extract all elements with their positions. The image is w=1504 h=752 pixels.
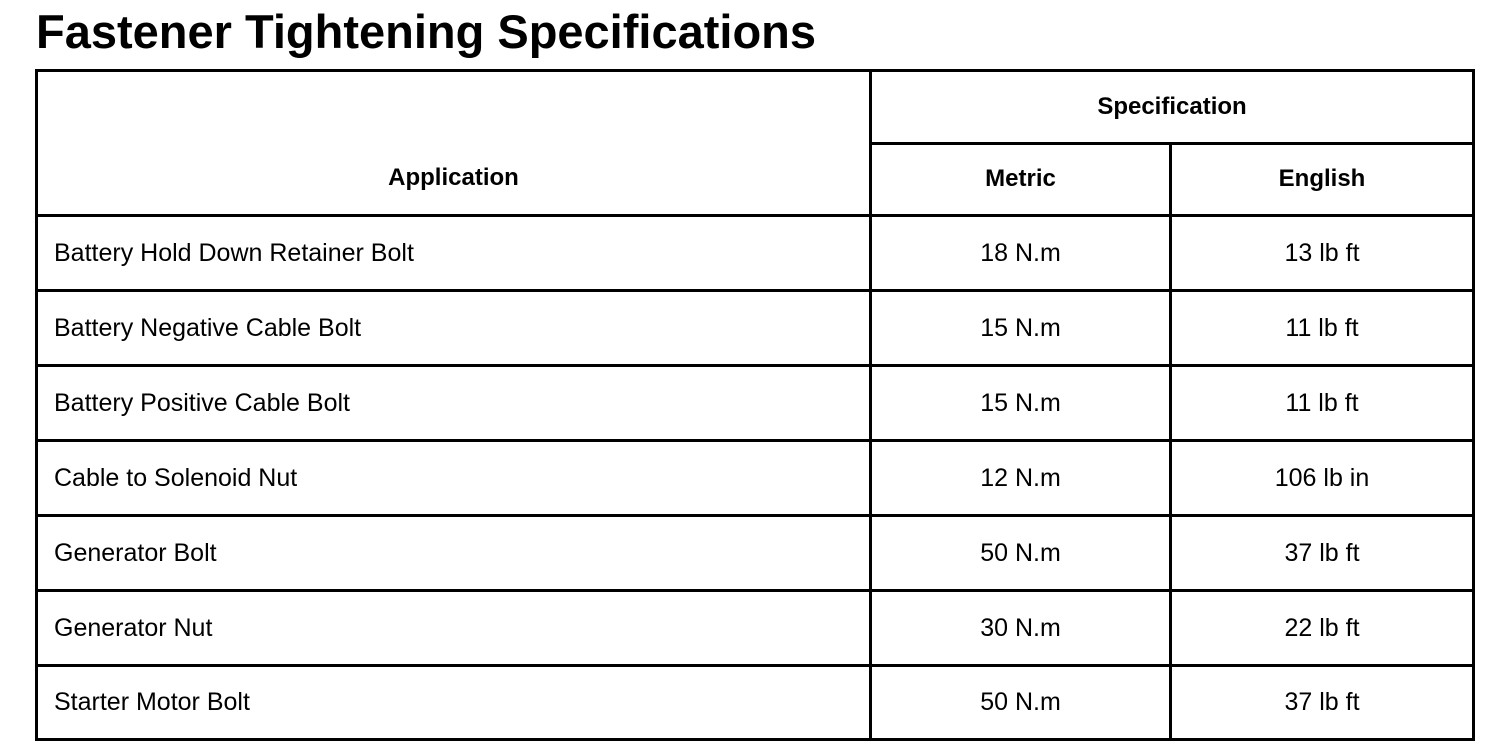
english-cell: 11 lb ft bbox=[1171, 291, 1474, 366]
metric-cell: 15 N.m bbox=[871, 291, 1171, 366]
table-row bbox=[37, 366, 1474, 441]
header-application: Application bbox=[37, 71, 871, 216]
specifications-table bbox=[35, 69, 1475, 741]
table-row bbox=[37, 666, 1474, 740]
metric-cell: 50 N.m bbox=[871, 666, 1171, 740]
english-cell: 13 lb ft bbox=[1171, 216, 1474, 291]
application-cell: Starter Motor Bolt bbox=[37, 666, 871, 740]
metric-cell: 18 N.m bbox=[871, 216, 1171, 291]
page-title: Fastener Tightening Specifications bbox=[36, 5, 816, 58]
english-cell: 106 lb in bbox=[1171, 441, 1474, 516]
table-row bbox=[37, 291, 1474, 366]
english-cell: 37 lb ft bbox=[1171, 666, 1474, 740]
application-cell: Cable to Solenoid Nut bbox=[37, 441, 871, 516]
application-cell: Battery Negative Cable Bolt bbox=[37, 291, 871, 366]
table-row bbox=[37, 591, 1474, 666]
application-cell: Generator Nut bbox=[37, 591, 871, 666]
application-cell: Battery Hold Down Retainer Bolt bbox=[37, 216, 871, 291]
metric-cell: 30 N.m bbox=[871, 591, 1171, 666]
application-cell: Generator Bolt bbox=[37, 516, 871, 591]
header-english: English bbox=[1171, 143, 1474, 216]
application-cell: Battery Positive Cable Bolt bbox=[37, 366, 871, 441]
metric-cell: 15 N.m bbox=[871, 366, 1171, 441]
header-row-top bbox=[37, 71, 1474, 144]
table-row bbox=[37, 516, 1474, 591]
table-row bbox=[37, 216, 1474, 291]
header-specification: Specification bbox=[871, 71, 1474, 144]
english-cell: 37 lb ft bbox=[1171, 516, 1474, 591]
table-row bbox=[37, 441, 1474, 516]
metric-cell: 12 N.m bbox=[871, 441, 1171, 516]
english-cell: 22 lb ft bbox=[1171, 591, 1474, 666]
english-cell: 11 lb ft bbox=[1171, 366, 1474, 441]
metric-cell: 50 N.m bbox=[871, 516, 1171, 591]
header-metric: Metric bbox=[871, 143, 1171, 216]
